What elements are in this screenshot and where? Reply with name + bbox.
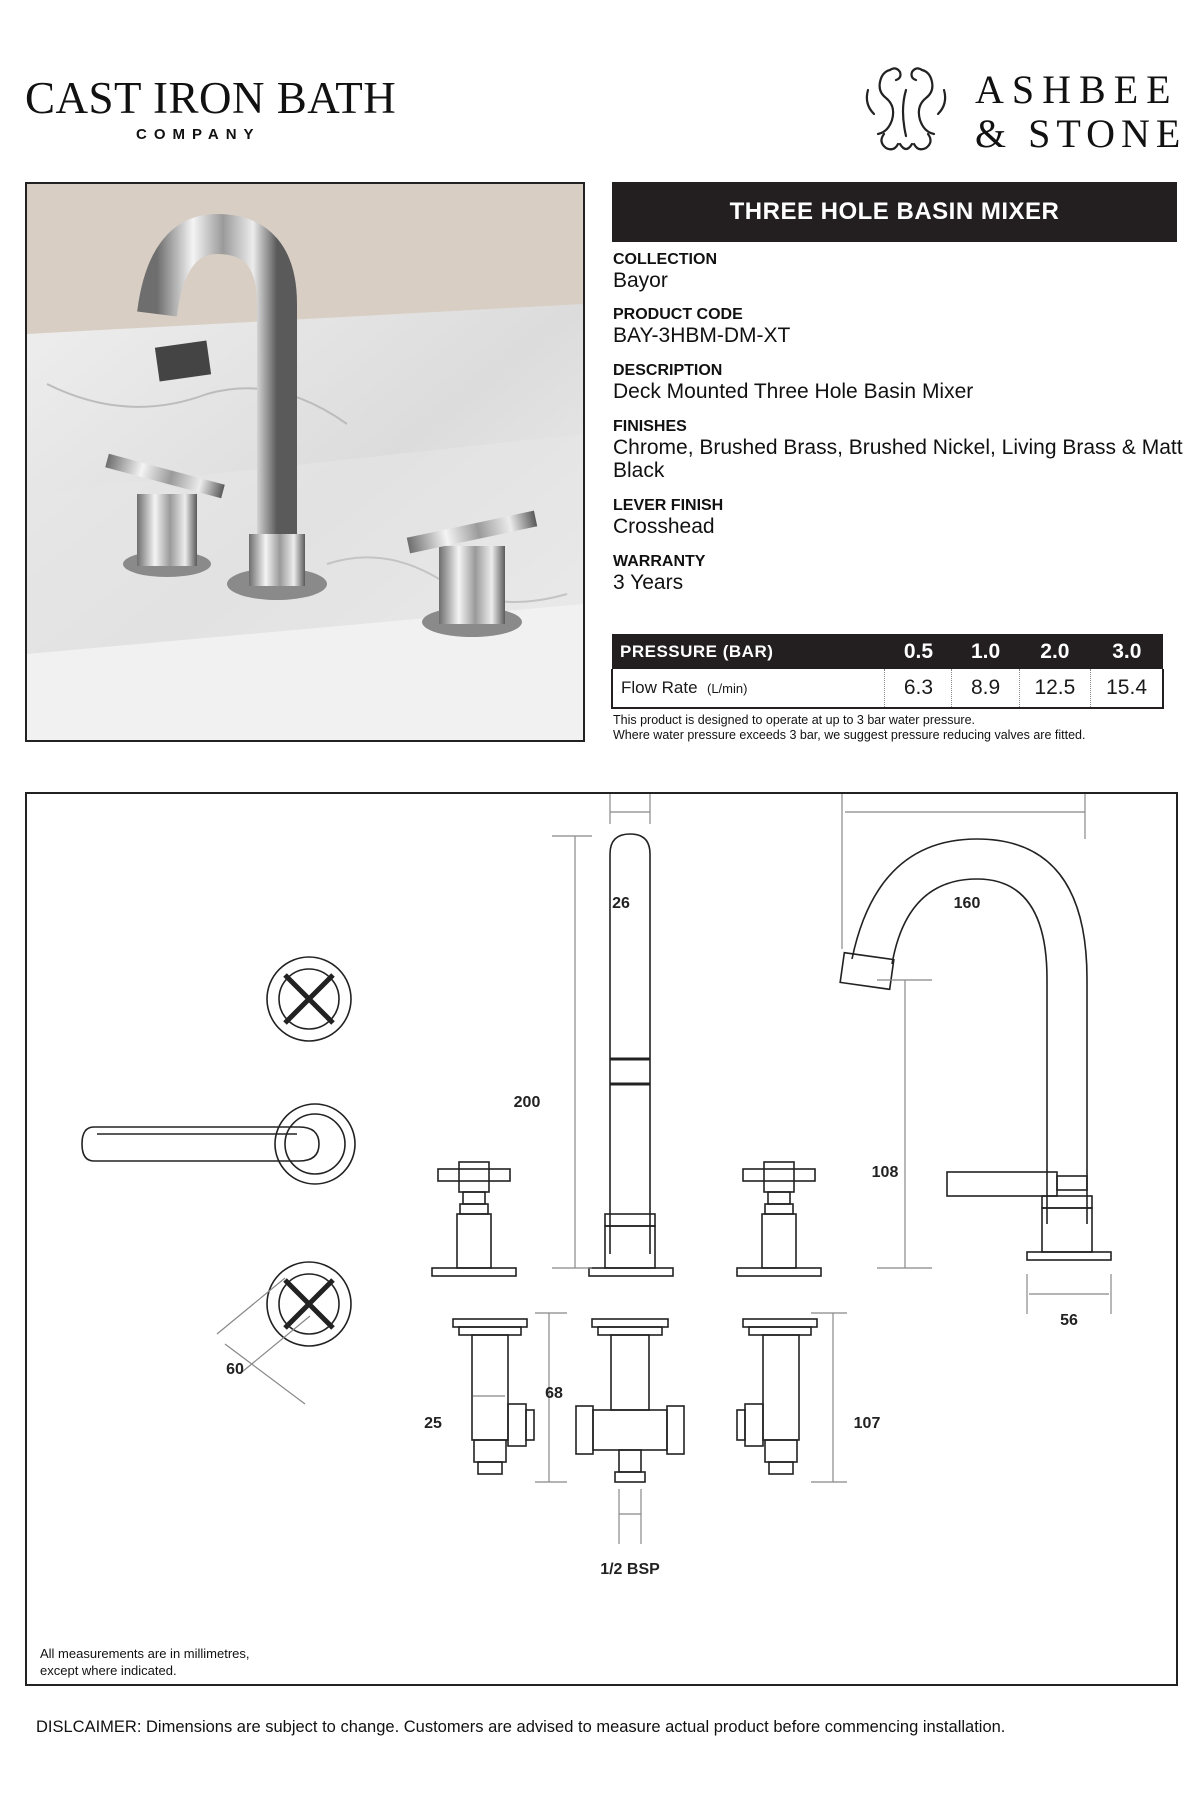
dim-spout-width: 26 — [612, 895, 630, 912]
brand-company-sub: COMPANY — [136, 126, 261, 143]
flow-rate-row — [612, 669, 1163, 708]
seahorse-logo-icon — [860, 60, 952, 160]
spec-label: WARRANTY — [613, 553, 706, 570]
flow-rate-label: Flow Rate — [621, 678, 698, 697]
spec-collection — [613, 251, 1183, 292]
technical-drawing — [27, 794, 1176, 1684]
center-valve-body-icon — [576, 1319, 684, 1482]
pressure-header-label: PRESSURE (BAR) — [612, 634, 885, 669]
pressure-note — [613, 713, 1085, 743]
dim-reach: 160 — [953, 895, 981, 912]
brand-cast-iron-bath: CAST IRON BATH — [25, 73, 397, 123]
spec-value: Crosshead — [613, 515, 715, 538]
spout-top-view-icon — [82, 1104, 355, 1184]
brand-and-stone: & STONE — [975, 111, 1187, 156]
spec-label: LEVER FINISH — [613, 497, 724, 514]
flow-rate-unit: (L/min) — [706, 681, 748, 696]
dim-outlet-height: 108 — [871, 1164, 899, 1181]
right-valve-body-icon — [737, 1319, 817, 1474]
product-photo — [25, 182, 585, 742]
measurement-note — [40, 1645, 250, 1679]
spec-value: Deck Mounted Three Hole Basin Mixer — [613, 380, 974, 403]
flow-rate-value: 6.3 — [885, 669, 952, 708]
spec-label: FINISHES — [613, 418, 687, 435]
pressure-value: 3.0 — [1091, 634, 1163, 669]
spec-label: DESCRIPTION — [613, 362, 723, 379]
dim-valve-width: 25 — [424, 1415, 442, 1432]
flow-rate-label-cell — [612, 669, 885, 708]
product-title: THREE HOLE BASIN MIXER — [612, 182, 1177, 242]
disclaimer: DISLCAIMER: Dimensions are subject to change. Customers are advised to measure actual product before commencing installation. — [36, 1718, 1006, 1736]
pressure-flow-table — [611, 634, 1164, 709]
spec-label: PRODUCT CODE — [613, 306, 743, 323]
dim-body-height: 107 — [853, 1415, 881, 1432]
spout-elevation-icon — [589, 834, 673, 1276]
spec-value: 3 Years — [613, 571, 684, 594]
spec-label: COLLECTION — [613, 251, 717, 268]
pressure-note-line: Where water pressure exceeds 3 bar, we suggest pressure reducing valves are fitted. — [613, 728, 1086, 742]
dim-base-diameter: 56 — [1060, 1312, 1078, 1329]
spec-description — [613, 362, 1183, 403]
spec-product-code — [613, 306, 1183, 347]
pressure-value: 0.5 — [885, 634, 952, 669]
measurement-note-line: All measurements are in millimetres, — [40, 1646, 250, 1661]
flow-rate-value: 15.4 — [1091, 669, 1163, 708]
pressure-value: 2.0 — [1019, 634, 1091, 669]
spec-lever-finish — [613, 497, 1183, 538]
crosshead-handle-top-view-icon — [267, 957, 351, 1041]
dim-valve-height: 68 — [545, 1385, 563, 1402]
pressure-note-line: This product is designed to operate at up to 3 bar water pressure. — [613, 713, 976, 727]
dim-handle-diameter: 60 — [226, 1361, 244, 1378]
right-handle-elevation-icon — [737, 1162, 821, 1276]
left-handle-elevation-icon — [432, 1162, 516, 1276]
flow-rate-value: 8.9 — [952, 669, 1019, 708]
spec-finishes — [613, 418, 1183, 482]
pressure-value: 1.0 — [952, 634, 1019, 669]
basin-mixer-photo-illustration — [27, 184, 583, 740]
pressure-header-row — [612, 634, 1163, 669]
dim-spout-height: 200 — [513, 1094, 541, 1111]
measurement-note-line: except where indicated. — [40, 1663, 177, 1678]
brand-ashbee: ASHBEE — [975, 67, 1179, 112]
spec-value: BAY-3HBM-DM-XT — [613, 324, 791, 347]
crosshead-handle-bottom-view-icon — [267, 1262, 351, 1346]
spec-value: Chrome, Brushed Brass, Brushed Nickel, Living Brass & Matt Black — [613, 436, 1183, 482]
dim-connection: 1/2 BSP — [600, 1561, 660, 1578]
flow-rate-value: 12.5 — [1019, 669, 1091, 708]
technical-drawing-panel — [25, 792, 1178, 1686]
spec-value: Bayor — [613, 269, 668, 292]
spec-warranty — [613, 553, 1183, 594]
